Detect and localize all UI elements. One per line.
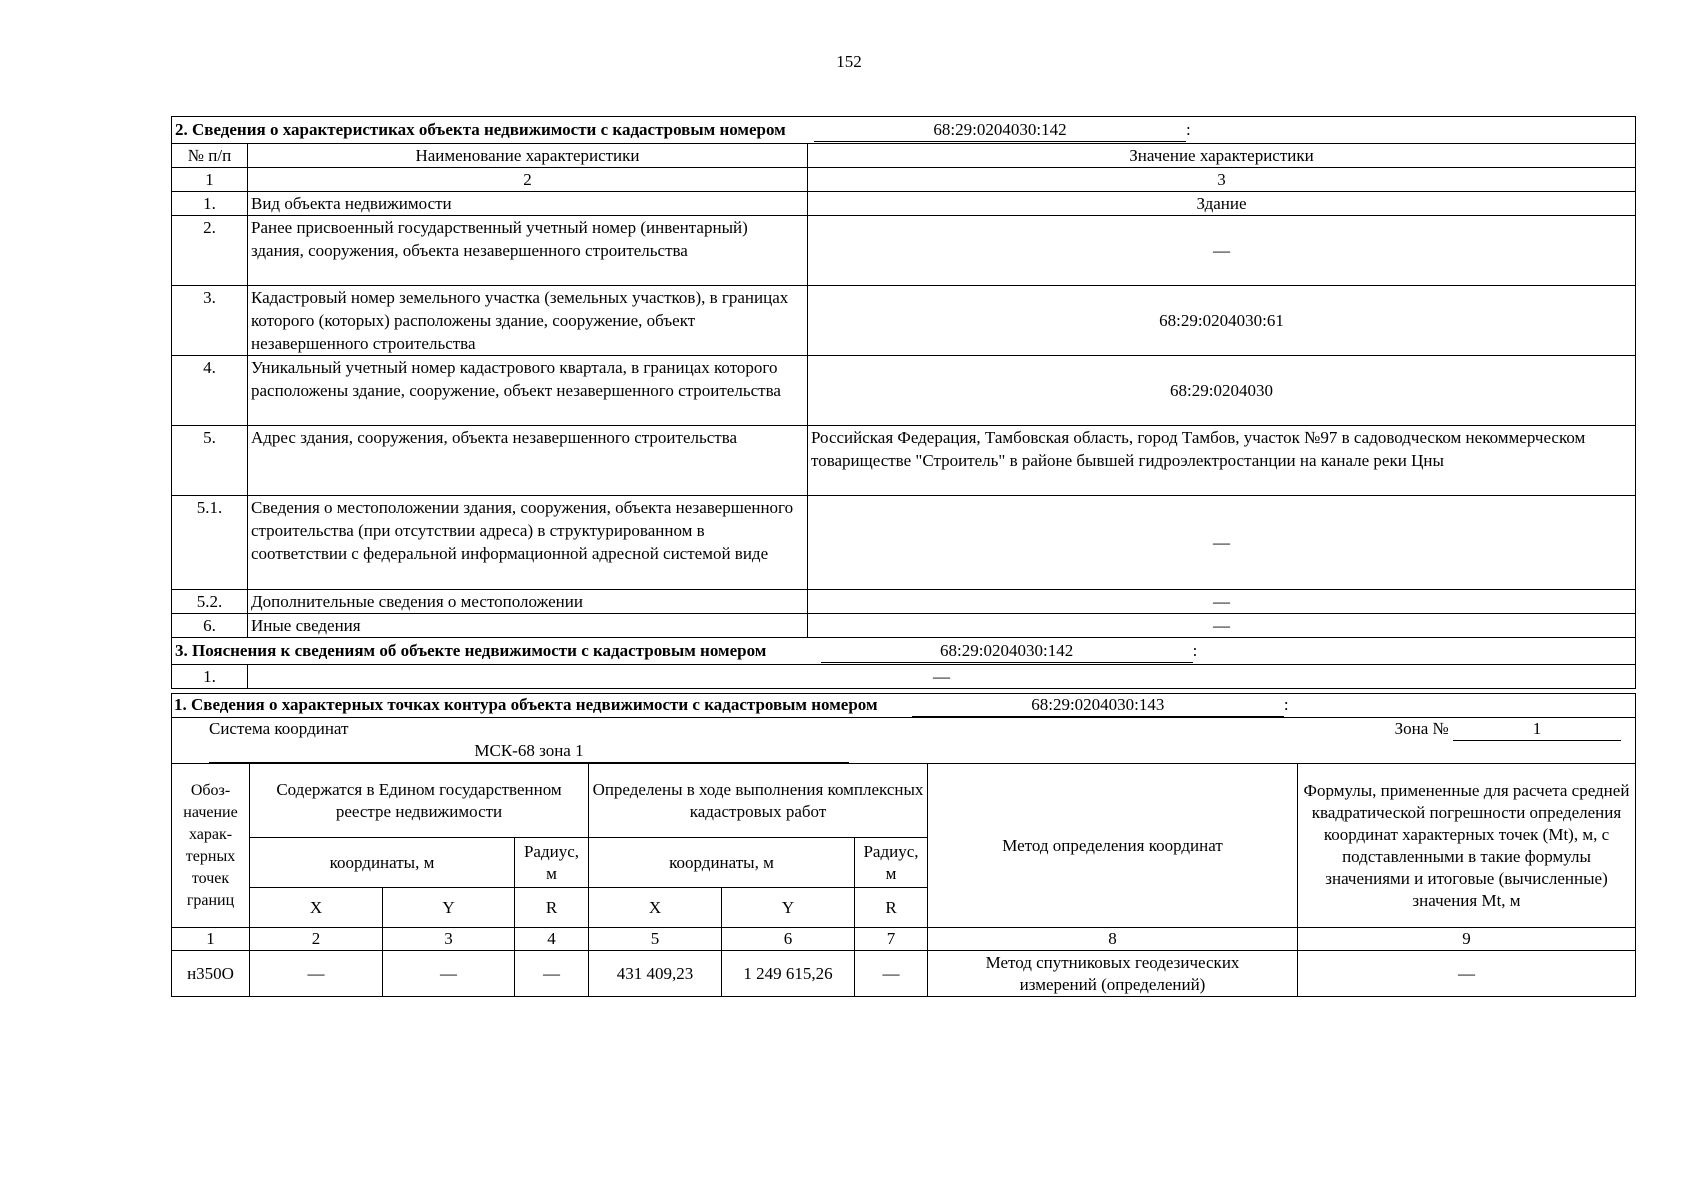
row-name: Адрес здания, сооружения, объекта незавершенного строительства — [248, 426, 808, 496]
row-value: 68:29:0204030:61 — [808, 286, 1636, 356]
row-num: 5.1. — [172, 496, 248, 590]
row-num: 1. — [172, 665, 248, 689]
row-num: 5.2. — [172, 590, 248, 614]
egrn-y-value: — — [383, 951, 515, 997]
section2-title-row — [172, 117, 1636, 144]
table-row — [172, 496, 1636, 590]
s2-colnum-1: 1 — [172, 168, 248, 192]
page-number: 152 — [836, 52, 862, 71]
method-value: Метод спутниковых геодезических измерений (определений) — [928, 951, 1298, 997]
coord-system-row — [172, 718, 928, 764]
s1-colnum-3: 3 — [383, 928, 515, 951]
section3-cadastral-number: 68:29:0204030:142 — [821, 639, 1193, 663]
header-egrn-y: Y — [383, 888, 515, 928]
row-name: Вид объекта недвижимости — [248, 192, 808, 216]
section1-suffix: : — [1283, 695, 1289, 714]
header-method: Метод определения координат — [928, 764, 1298, 928]
s1-colnum-1: 1 — [172, 928, 250, 951]
section3-title-row — [172, 638, 1636, 665]
row-num: 2. — [172, 216, 248, 286]
row-name: Уникальный учетный номер кадастрового квартала, в границах которого расположены здание, сооружение, объект незавершенного строительства — [248, 356, 808, 426]
kkr-y-value: 1 249 615,26 — [722, 951, 855, 997]
zone-row — [928, 718, 1636, 764]
row-value: — — [808, 216, 1636, 286]
row-value: Здание — [808, 192, 1636, 216]
point-name: н350О — [172, 951, 250, 997]
s1-colnum-4: 4 — [515, 928, 589, 951]
row-num: 1. — [172, 192, 248, 216]
header-kkr: Определены в ходе выполнения комплексных кадастровых работ — [589, 764, 928, 838]
row-name: Сведения о местоположении здания, сооружения, объекта незавершенного строительства (при отсутствии адреса) в структурированном в соответствии с федеральной информационной адресной системой виде — [248, 496, 808, 590]
kkr-r-value: — — [855, 951, 928, 997]
header-designation: Обоз-начение харак-терных точек границ — [172, 764, 250, 928]
zone-label: Зона № — [1394, 719, 1449, 738]
header-kkr-y: Y — [722, 888, 855, 928]
header-formulas: Формулы, примененные для расчета средней квадратической погрешности определения координат характерных точек (Mt), м, с подставленными в такие формулы значениями и итоговые (вычисленные) значения Mt, м — [1298, 764, 1636, 928]
section3-suffix: : — [1192, 641, 1198, 660]
section3-table — [171, 638, 1636, 689]
section1-table — [171, 693, 1636, 997]
row-name: Кадастровый номер земельного участка (земельных участков), в границах которого (которых) расположены здание, сооружение, объект незавершенного строительства — [248, 286, 808, 356]
s1-colnum-6: 6 — [722, 928, 855, 951]
section1-title-row — [172, 694, 1636, 718]
section2-cadastral-number: 68:29:0204030:142 — [814, 118, 1186, 142]
row-value: Российская Федерация, Тамбовская область, город Тамбов, участок №97 в садоводческом некоммерческом товариществе "Строитель" в районе бывшей гидроэлектростанции на канале реки Цны — [808, 426, 1636, 496]
section2-title: 2. Сведения о характеристиках объекта недвижимости с кадастровым номером — [175, 120, 786, 139]
section1-title: 1. Сведения о характерных точках контура объекта недвижимости с кадастровым номером — [174, 695, 878, 714]
row-name: Дополнительные сведения о местоположении — [248, 590, 808, 614]
row-value: — — [808, 614, 1636, 638]
s2-colnum-3: 3 — [808, 168, 1636, 192]
row-num: 5. — [172, 426, 248, 496]
s2-header-name: Наименование характеристики — [248, 144, 808, 168]
s2-colnum-2: 2 — [248, 168, 808, 192]
egrn-x-value: — — [250, 951, 383, 997]
row-value: — — [808, 496, 1636, 590]
s1-colnum-5: 5 — [589, 928, 722, 951]
s2-header-value: Значение характеристики — [808, 144, 1636, 168]
table-row — [172, 665, 1636, 689]
coord-system-value: МСК-68 зона 1 — [209, 740, 849, 763]
header-kkr-r: R — [855, 888, 928, 928]
row-num: 3. — [172, 286, 248, 356]
table-row — [172, 426, 1636, 496]
row-value: — — [248, 665, 1636, 689]
row-num: 6. — [172, 614, 248, 638]
table-row — [172, 286, 1636, 356]
zone-value: 1 — [1453, 718, 1621, 741]
section2-table — [171, 116, 1636, 638]
row-num: 4. — [172, 356, 248, 426]
header-kkr-coords: координаты, м — [589, 838, 855, 888]
table-row — [172, 192, 1636, 216]
header-egrn-radius: Радиус, м — [515, 838, 589, 888]
egrn-r-value: — — [515, 951, 589, 997]
table-row — [172, 356, 1636, 426]
row-name: Ранее присвоенный государственный учетный номер (инвентарный) здания, сооружения, объекта незавершенного строительства — [248, 216, 808, 286]
s2-header-num: № п/п — [172, 144, 248, 168]
s1-colnum-9: 9 — [1298, 928, 1636, 951]
row-name: Иные сведения — [248, 614, 808, 638]
row-value: — — [808, 590, 1636, 614]
table-row — [172, 951, 1636, 997]
s1-colnum-7: 7 — [855, 928, 928, 951]
document-body — [171, 116, 1636, 997]
table-row — [172, 216, 1636, 286]
header-egrn: Содержатся в Едином государственном реестре недвижимости — [250, 764, 589, 838]
header-kkr-radius: Радиус, м — [855, 838, 928, 888]
table-row — [172, 614, 1636, 638]
header-egrn-coords: координаты, м — [250, 838, 515, 888]
section2-suffix: : — [1186, 120, 1191, 139]
section3-title: 3. Пояснения к сведениям об объекте недвижимости с кадастровым номером — [175, 641, 767, 660]
s1-colnum-8: 8 — [928, 928, 1298, 951]
section1-cadastral-number: 68:29:0204030:143 — [912, 694, 1284, 717]
header-kkr-x: X — [589, 888, 722, 928]
header-egrn-r: R — [515, 888, 589, 928]
coord-system-label: Система координат — [209, 719, 349, 738]
row-value: 68:29:0204030 — [808, 356, 1636, 426]
table-row — [172, 590, 1636, 614]
kkr-x-value: 431 409,23 — [589, 951, 722, 997]
s1-colnum-2: 2 — [250, 928, 383, 951]
header-egrn-x: X — [250, 888, 383, 928]
formula-value: — — [1298, 951, 1636, 997]
